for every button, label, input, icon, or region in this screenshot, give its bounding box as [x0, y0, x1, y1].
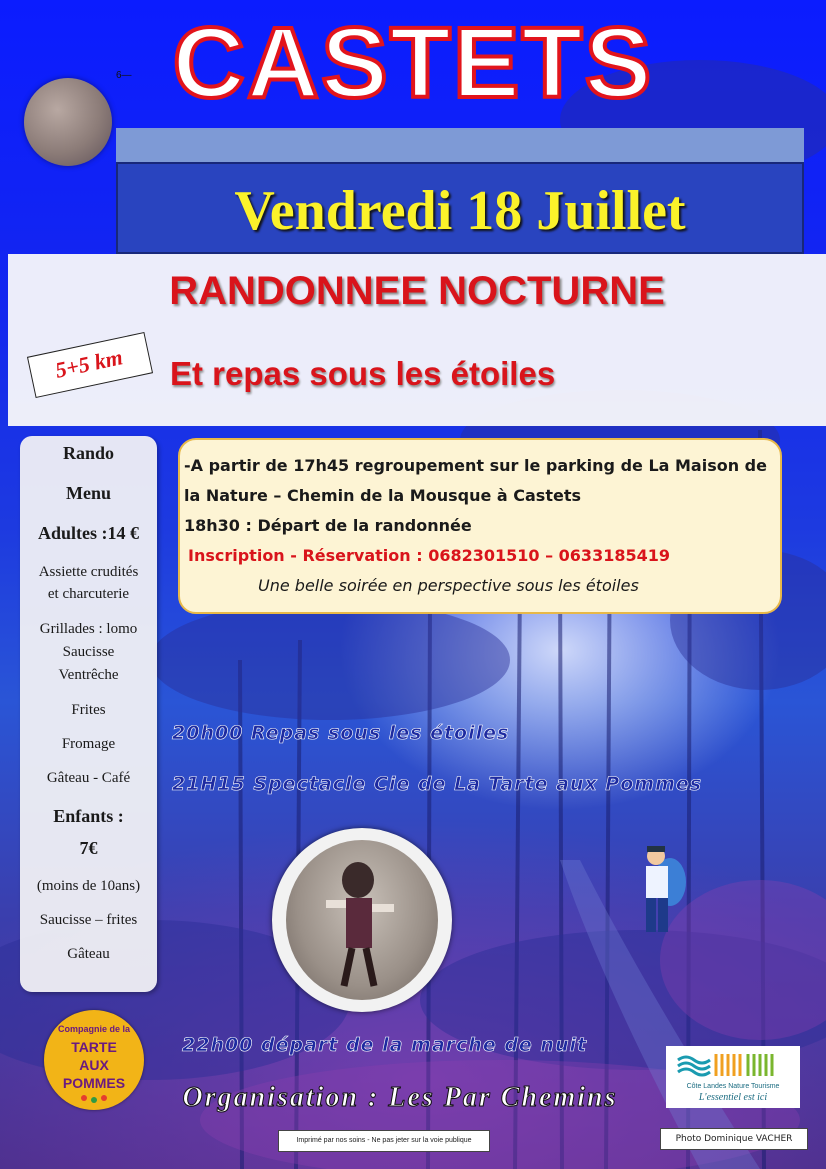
menu-line: Menu	[66, 483, 111, 503]
poster-title: CASTETS	[172, 7, 654, 119]
menu-line: et charcuterie	[47, 586, 130, 602]
tourisme-slogan: L'essentiel est ici	[698, 1092, 768, 1103]
menu-line: Fromage	[61, 736, 116, 752]
menu-line: Frites	[71, 702, 106, 718]
logo-line: Compagnie de la	[57, 1024, 131, 1034]
menu-line: Assiette crudités	[38, 564, 139, 580]
event-subtitle: RANDONNEE NOCTURNE	[169, 269, 665, 313]
menu-line: (moins de 10ans)	[36, 878, 141, 894]
info-line: 18h30 : Départ de la randonnée	[184, 516, 472, 535]
logo-line: AUX	[79, 1057, 109, 1073]
logo-line: POMMES	[62, 1075, 126, 1091]
cote-landes-tourisme-logo	[666, 1046, 800, 1108]
schedule-spectacle: 21H15 Spectacle Cie de La Tarte aux Pommes	[172, 773, 703, 795]
menu-line: 7€	[79, 838, 98, 858]
logo-line: TARTE	[71, 1039, 117, 1055]
tourisme-name: Côte Landes Nature Tourisme	[686, 1083, 780, 1090]
menu-line: Rando	[62, 443, 115, 463]
menu-line: Saucisse – frites	[39, 912, 138, 928]
menu-line: Gâteau	[67, 946, 110, 962]
menu-line: Enfants :	[53, 806, 124, 826]
info-tagline: Une belle soirée en perspective sous les étoiles	[258, 576, 639, 595]
info-reservation: Inscription - Réservation : 0682301510 – 0633185419	[188, 546, 670, 565]
organisation: Organisation : Les Par Chemins	[182, 1082, 618, 1113]
menu-line: Grillades : lomo	[39, 621, 138, 637]
event-date: Vendredi 18 Juillet	[234, 180, 686, 242]
info-line: la Nature – Chemin de la Mousque à Castets	[184, 486, 581, 505]
info-line: -A partir de 17h45 regroupement sur le parking de La Maison de	[184, 456, 767, 475]
title-dash: 6—	[116, 70, 132, 81]
menu-line: Adultes :14 €	[37, 523, 139, 543]
hiker-image	[630, 842, 692, 938]
photo-credit: Photo Dominique VACHER	[660, 1128, 808, 1150]
print-note: Imprimé par nos soins - Ne pas jeter sur la voie publique	[278, 1130, 490, 1152]
menu-line: Saucisse	[62, 644, 115, 660]
menu-line: Gâteau - Café	[46, 770, 131, 786]
schedule-depart: 22h00 départ de la marche de nuit	[182, 1034, 588, 1056]
distance-text: 5+5 km	[52, 344, 125, 383]
schedule-repas: 20h00 Repas sous les étoiles	[172, 722, 510, 744]
event-tagline: Et repas sous les étoiles	[170, 355, 556, 392]
menu-line: Ventrêche	[58, 667, 119, 683]
performer-photo	[286, 840, 438, 1000]
